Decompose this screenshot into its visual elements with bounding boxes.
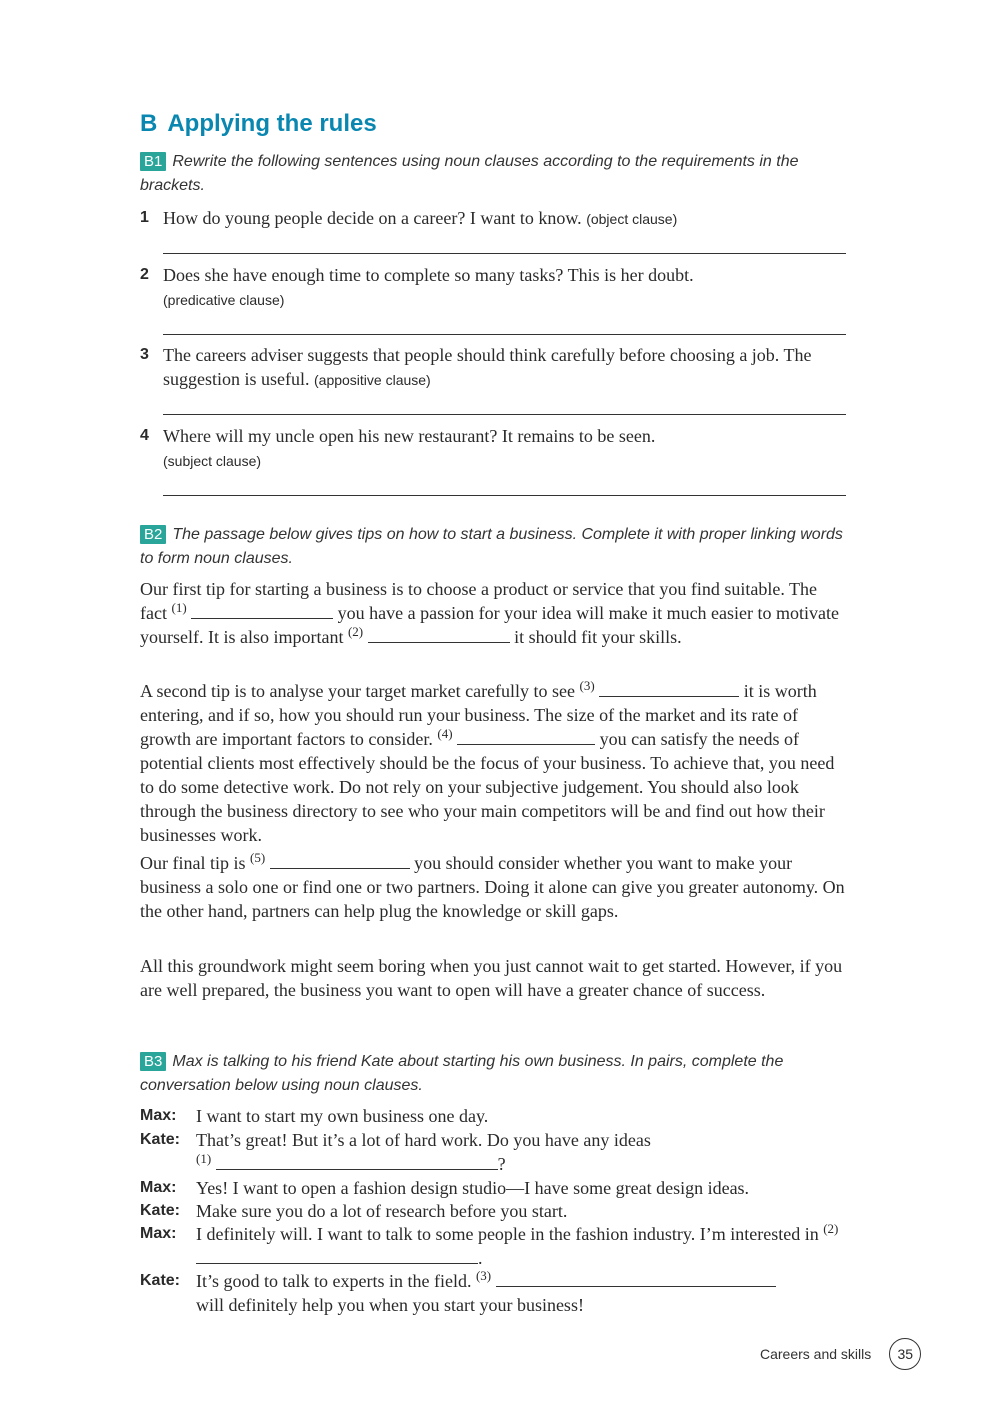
- b2-paragraph-1: [140, 577, 846, 649]
- blank-3[interactable]: [599, 680, 739, 697]
- dialogue-text-end: will definitely help you when you start your business!: [196, 1295, 584, 1315]
- b2-tag: B2: [140, 525, 166, 544]
- dialogue-text: That’s great! But it’s a lot of hard work. Do you have any ideas: [196, 1130, 651, 1150]
- page-footer: [760, 1338, 921, 1370]
- b2-instruction-text: The passage below gives tips on how to start a business. Complete it with proper linking words to form noun clauses.: [140, 526, 843, 567]
- para-text: Our first tip for starting a business is to choose a product or service that you find suitable. The fact: [140, 579, 818, 623]
- dialogue-text: Yes! I want to open a fashion design studio—I have some great design ideas.: [196, 1178, 750, 1198]
- blank-1[interactable]: [191, 602, 333, 619]
- answer-line-4[interactable]: [163, 495, 846, 496]
- answer-line-2[interactable]: [163, 334, 846, 335]
- answer-line-3[interactable]: [163, 414, 846, 415]
- item-number: 3: [140, 346, 149, 363]
- b3-instruction-text: Max is talking to his friend Kate about starting his own business. In pairs, complete the conversation below using noun clauses.: [140, 1053, 784, 1094]
- item-hint: (predicative clause): [163, 292, 285, 308]
- b2-paragraph-3: [140, 851, 846, 923]
- item-number: 4: [140, 427, 149, 444]
- item-text: The careers adviser suggests that people should think carefully before choosing a job. The suggestion is useful.: [163, 345, 812, 389]
- item-hint: (subject clause): [163, 453, 262, 469]
- b1-instruction-text: Rewrite the following sentences using noun clauses according to the requirements in the brackets.: [140, 153, 799, 194]
- section-title: [140, 110, 377, 138]
- dialogue-text-end: .: [478, 1248, 483, 1268]
- blank-number-5: (5): [250, 850, 266, 865]
- item-hint: (object clause): [586, 211, 678, 227]
- dialogue-blank-2[interactable]: [196, 1247, 478, 1264]
- section-letter: B: [140, 110, 158, 137]
- dialogue-text: It’s good to talk to experts in the field.: [196, 1271, 472, 1291]
- para-text: you can satisfy the needs of potential clients most effectively should be the focus of your business. To achieve that, you need to do some detective work. Do not rely on your subjective judgement. You should also look through the business directory to see who your main competitors will be and find out how their businesses work.: [140, 729, 835, 845]
- answer-line-1[interactable]: [163, 253, 846, 254]
- item-text: Does she have enough time to complete so many tasks? This is her doubt.: [163, 265, 694, 285]
- speaker-label: Kate:: [140, 1272, 181, 1289]
- b3-tag: B3: [140, 1052, 166, 1071]
- speaker-label: Max:: [140, 1107, 177, 1124]
- item-number: 1: [140, 209, 149, 226]
- page-number: 35: [889, 1338, 921, 1370]
- dialogue-blank-1[interactable]: [216, 1153, 498, 1170]
- blank-number-3: (3): [579, 678, 595, 693]
- dialogue-text: Make sure you do a lot of research before you start.: [196, 1201, 568, 1221]
- item-text: How do young people decide on a career? I want to know.: [163, 208, 582, 228]
- dialogue-blank-3[interactable]: [496, 1270, 776, 1287]
- blank-5[interactable]: [270, 852, 410, 869]
- footer-unit-label: Careers and skills: [760, 1346, 872, 1362]
- blank-number-1: (1): [171, 600, 187, 615]
- speaker-label: Kate:: [140, 1131, 181, 1148]
- para-text: you have a passion for your idea will make it much easier to motivate yourself. It is also important: [140, 603, 840, 647]
- dialogue-blank-number: (2): [823, 1221, 839, 1236]
- speaker-label: Max:: [140, 1179, 177, 1196]
- para-text: Our final tip is: [140, 853, 246, 873]
- speaker-label: Kate:: [140, 1202, 181, 1219]
- item-number: 2: [140, 266, 149, 283]
- b2-instruction: [140, 523, 846, 571]
- para-text: you should consider whether you want to make your business a solo one or find one or two partners. Doing it alone can give you greater autonomy. On the other hand, partners can help plug the knowledge or skill gaps.: [140, 853, 845, 921]
- blank-4[interactable]: [457, 728, 595, 745]
- b3-instruction: [140, 1050, 846, 1098]
- section-title-text: Applying the rules: [167, 110, 377, 137]
- para-text: it is worth entering, and if so, how you should run your business. The size of the market and its rate of growth are important factors to consider.: [140, 681, 817, 749]
- dialogue-blank-number: (1): [196, 1151, 212, 1166]
- dialogue-text-end: ?: [497, 1154, 506, 1174]
- para-text: A second tip is to analyse your target market carefully to see: [140, 681, 576, 701]
- b1-tag: B1: [140, 152, 166, 171]
- b2-paragraph-4: All this groundwork might seem boring when you just cannot wait to get started. However, if you are well prepared, the business you want to open will have a greater chance of success.: [140, 956, 843, 1000]
- speaker-label: Max:: [140, 1225, 177, 1242]
- blank-number-4: (4): [437, 726, 453, 741]
- b2-paragraph-2: [140, 679, 846, 847]
- para-text: it should fit your skills.: [514, 627, 682, 647]
- b1-instruction: [140, 150, 846, 198]
- item-hint: (appositive clause): [314, 372, 431, 388]
- dialogue-text: I definitely will. I want to talk to some people in the fashion industry. I’m interested in: [196, 1224, 819, 1244]
- blank-2[interactable]: [368, 626, 510, 643]
- dialogue-blank-number: (3): [475, 1268, 492, 1283]
- item-text: Where will my uncle open his new restaurant? It remains to be seen.: [163, 426, 656, 446]
- dialogue-text: I want to start my own business one day.: [196, 1106, 489, 1126]
- blank-number-2: (2): [347, 624, 364, 639]
